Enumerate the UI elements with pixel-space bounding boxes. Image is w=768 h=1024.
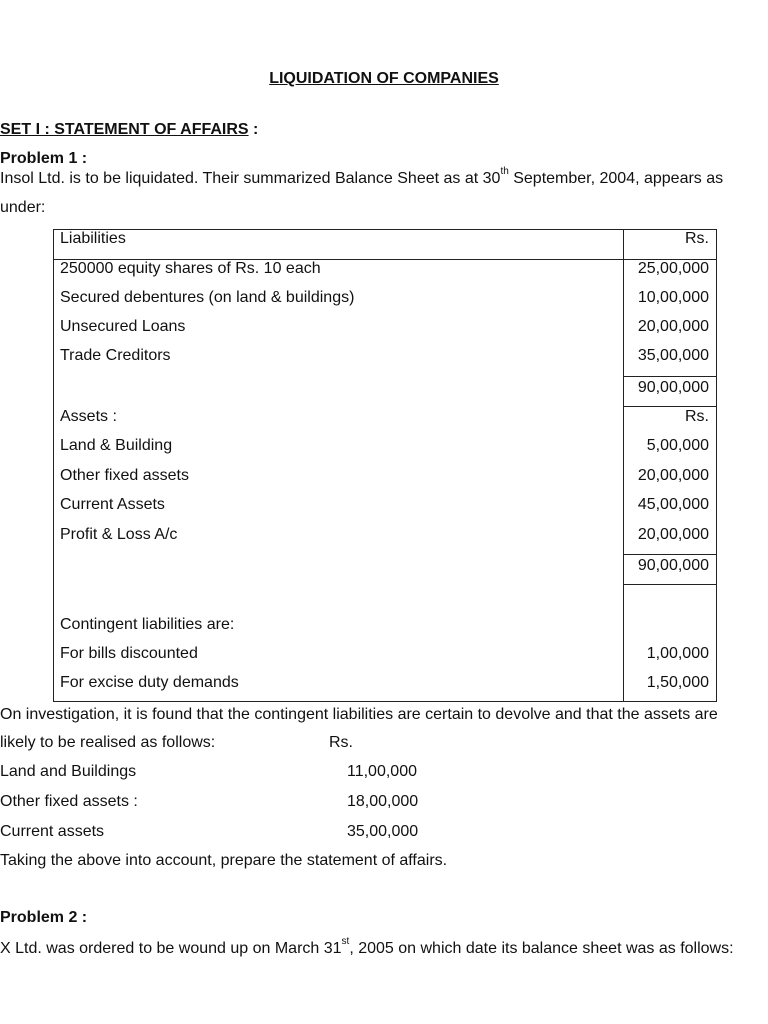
investigation-text: On investigation, it is found that the contingent liabilities are certain to devolve and that the assets are [0,706,718,723]
page-title: LIQUIDATION OF COMPANIES [269,70,499,87]
liability-label: Unsecured Loans [60,318,186,335]
set-heading-text: SET I : STATEMENT OF AFFAIRS [0,121,249,138]
realisation-label: Current assets [0,823,105,840]
intro-superscript: th [500,165,509,177]
assets-total: 90,00,000 [637,557,709,574]
assets-header: Assets : [60,408,117,425]
realisation-label: Land and Buildings [0,763,137,780]
asset-amount: 20,00,000 [637,526,709,543]
liabilities-header: Liabilities [60,230,126,247]
problem-2-superscript: st [341,935,350,947]
problem-1-heading: Problem 1 : [0,150,88,167]
asset-label: Profit & Loss A/c [60,526,178,543]
liability-amount: 35,00,000 [637,347,709,364]
contingent-header: Contingent liabilities are: [60,616,235,633]
liabilities-total-top-rule [623,376,716,377]
realisation-label: Other fixed assets : [0,793,138,810]
realisation-amount: 11,00,000 [347,763,417,780]
realisation-amount: 35,00,000 [347,823,419,840]
liability-amount: 25,00,000 [637,260,709,277]
liability-label: Trade Creditors [60,347,171,364]
problem-2-text-a: X Ltd. was ordered to be wound up on March 31 [0,940,342,957]
liability-amount: 20,00,000 [637,318,709,335]
investigation-line-2: likely to be realised as follows: [0,734,216,751]
liability-label: Secured debentures (on land & buildings) [60,289,355,306]
problem-1-instruction: Taking the above into account, prepare the statement of affairs. [0,852,448,869]
contingent-amount: 1,50,000 [646,674,709,691]
liability-label: 250000 equity shares of Rs. 10 each [60,260,321,277]
asset-label: Other fixed assets [60,467,189,484]
problem-1-intro [0,164,768,193]
balance-sheet-table [53,229,717,702]
problem-2-text [0,934,768,963]
contingent-amount: 1,00,000 [646,645,709,662]
set-heading-suffix: : [248,121,259,138]
liability-amount: 10,00,000 [637,289,709,306]
assets-total-bottom-rule [623,584,716,585]
column-divider [623,230,624,701]
intro-text-a: Insol Ltd. is to be liquidated. Their summarized Balance Sheet as at 30 [0,170,501,187]
realisation-amount: 18,00,000 [347,793,419,810]
intro-text-b: September, 2004, appears as [508,170,724,187]
asset-amount: 20,00,000 [637,467,709,484]
problem-2-text-b: , 2005 on which date its balance sheet was as follows: [349,940,734,957]
asset-amount: 5,00,000 [646,437,709,454]
asset-label: Current Assets [60,496,165,513]
asset-amount: 45,00,000 [637,496,709,513]
assets-total-top-rule [623,554,716,555]
problem-2-heading: Problem 2 : [0,909,88,926]
problem-1-intro-cont: under: [0,199,46,216]
asset-label: Land & Building [60,437,173,454]
liabilities-total: 90,00,000 [637,379,709,396]
set-heading [0,121,258,139]
contingent-label: For bills discounted [60,645,198,662]
assets-currency: Rs. [685,408,709,425]
realise-currency: Rs. [329,734,353,751]
liabilities-currency: Rs. [685,230,709,247]
contingent-label: For excise duty demands [60,674,239,691]
